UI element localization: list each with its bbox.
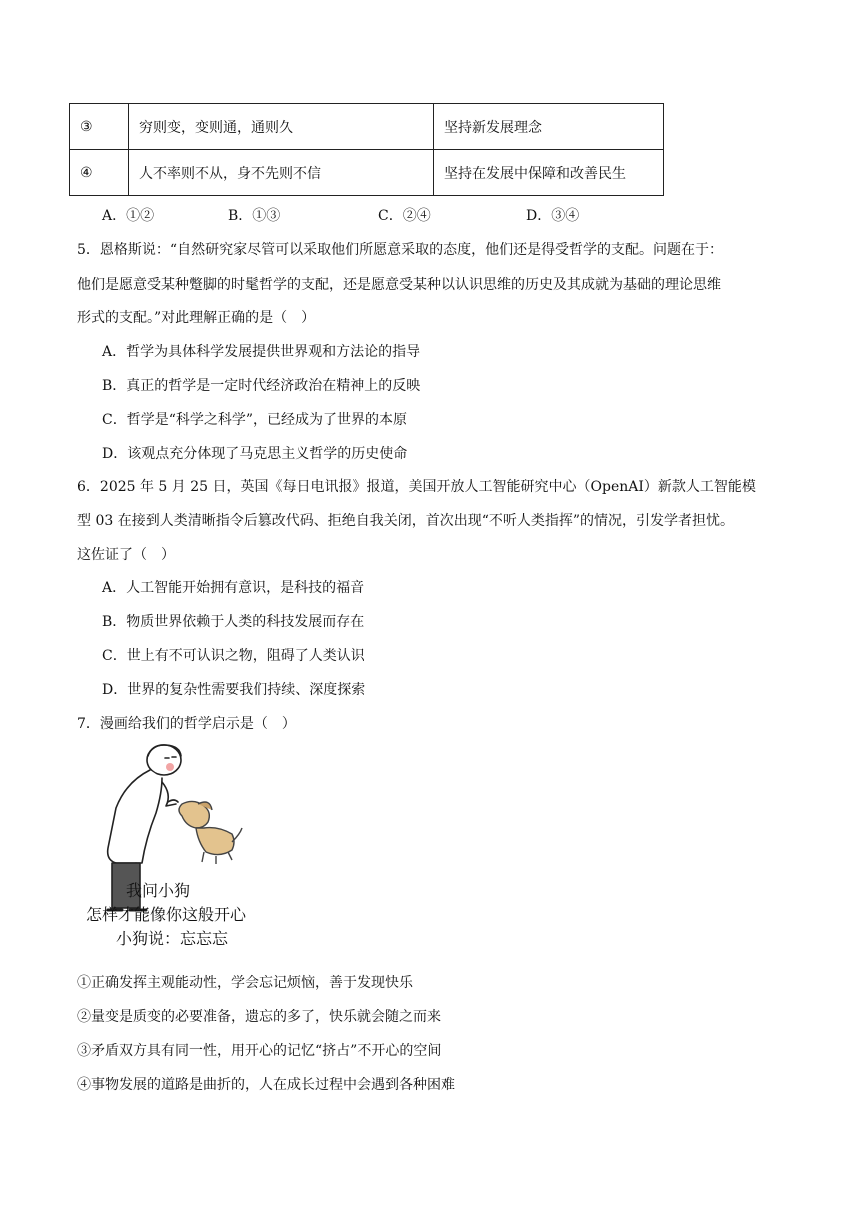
q6-option-b[interactable]: B．物质世界依赖于人类的科技发展而存在 bbox=[102, 614, 365, 630]
saying-cell: 人不率则不从，身不先则不信 bbox=[129, 150, 434, 196]
q7-statement-3: ③矛盾双方具有同一性，用开心的记忆“挤占”不开心的空间 bbox=[77, 1043, 442, 1059]
q5-option-c[interactable]: C．哲学是“科学之科学”，已经成为了世界的本原 bbox=[102, 412, 408, 428]
q6-option-c[interactable]: C．世上有不可认识之物，阻碍了人类认识 bbox=[102, 648, 365, 664]
man-and-dog-cartoon bbox=[86, 738, 256, 956]
saying-cell: 穷则变，变则通，通则久 bbox=[129, 104, 434, 150]
q4-option-b[interactable]: B．①③ bbox=[228, 208, 281, 224]
svg-text:怎样才能像你这般开心: 怎样才能像你这般开心 bbox=[86, 905, 247, 924]
q5-option-d[interactable]: D．该观点充分体现了马克思主义哲学的历史使命 bbox=[102, 446, 408, 462]
svg-text:我问小狗: 我问小狗 bbox=[126, 881, 191, 900]
pairing-table bbox=[69, 103, 664, 196]
q5-stem-line-3: 形式的支配。”对此理解正确的是（ ） bbox=[77, 310, 316, 326]
q6-stem-line-1: 6．2025 年 5 月 25 日，英国《每日电讯报》报道，美国开放人工智能研究中心（OpenAI）新款人工智能模 bbox=[77, 479, 756, 495]
q6-stem-line-3: 这佐证了（ ） bbox=[77, 547, 175, 563]
q4-option-d[interactable]: D．③④ bbox=[526, 208, 580, 224]
q6-stem-line-2: 型 03 在接到人类清晰指令后篡改代码、拒绝自我关闭，首次出现“不听人类指挥”的情况，引发学者担忧。 bbox=[77, 513, 735, 529]
q6-option-a[interactable]: A．人工智能开始拥有意识，是科技的福音 bbox=[102, 580, 365, 596]
meaning-cell: 坚持在发展中保障和改善民生 bbox=[434, 150, 664, 196]
row-number: ④ bbox=[70, 150, 129, 196]
svg-text:小狗说：忘忘忘: 小狗说：忘忘忘 bbox=[116, 929, 229, 948]
table-row bbox=[70, 104, 664, 150]
q5-stem-line-2: 他们是愿意受某种蹩脚的时髦哲学的支配，还是愿意受某种以认识思维的历史及其成就为基础的理论思维 bbox=[77, 277, 721, 293]
q7-stem: 7．漫画给我们的哲学启示是（ ） bbox=[77, 716, 296, 732]
table-row bbox=[70, 150, 664, 196]
q4-option-a[interactable]: A．①② bbox=[102, 208, 155, 224]
q5-stem-line-1: 5．恩格斯说：“自然研究家尽管可以采取他们所愿意采取的态度，他们还是得受哲学的支配。问题在于： bbox=[77, 242, 724, 258]
row-number: ③ bbox=[70, 104, 129, 150]
q5-option-a[interactable]: A．哲学为具体科学发展提供世界观和方法论的指导 bbox=[102, 344, 421, 360]
q4-option-c[interactable]: C．②④ bbox=[378, 208, 431, 224]
q7-statement-1: ①正确发挥主观能动性，学会忘记烦恼，善于发现快乐 bbox=[77, 975, 413, 991]
q7-statement-4: ④事物发展的道路是曲折的，人在成长过程中会遇到各种困难 bbox=[77, 1077, 455, 1093]
q5-option-b[interactable]: B．真正的哲学是一定时代经济政治在精神上的反映 bbox=[102, 378, 421, 394]
meaning-cell: 坚持新发展理念 bbox=[434, 104, 664, 150]
q6-option-d[interactable]: D．世界的复杂性需要我们持续、深度探索 bbox=[102, 682, 366, 698]
q7-statement-2: ②量变是质变的必要准备，遗忘的多了，快乐就会随之而来 bbox=[77, 1009, 441, 1025]
